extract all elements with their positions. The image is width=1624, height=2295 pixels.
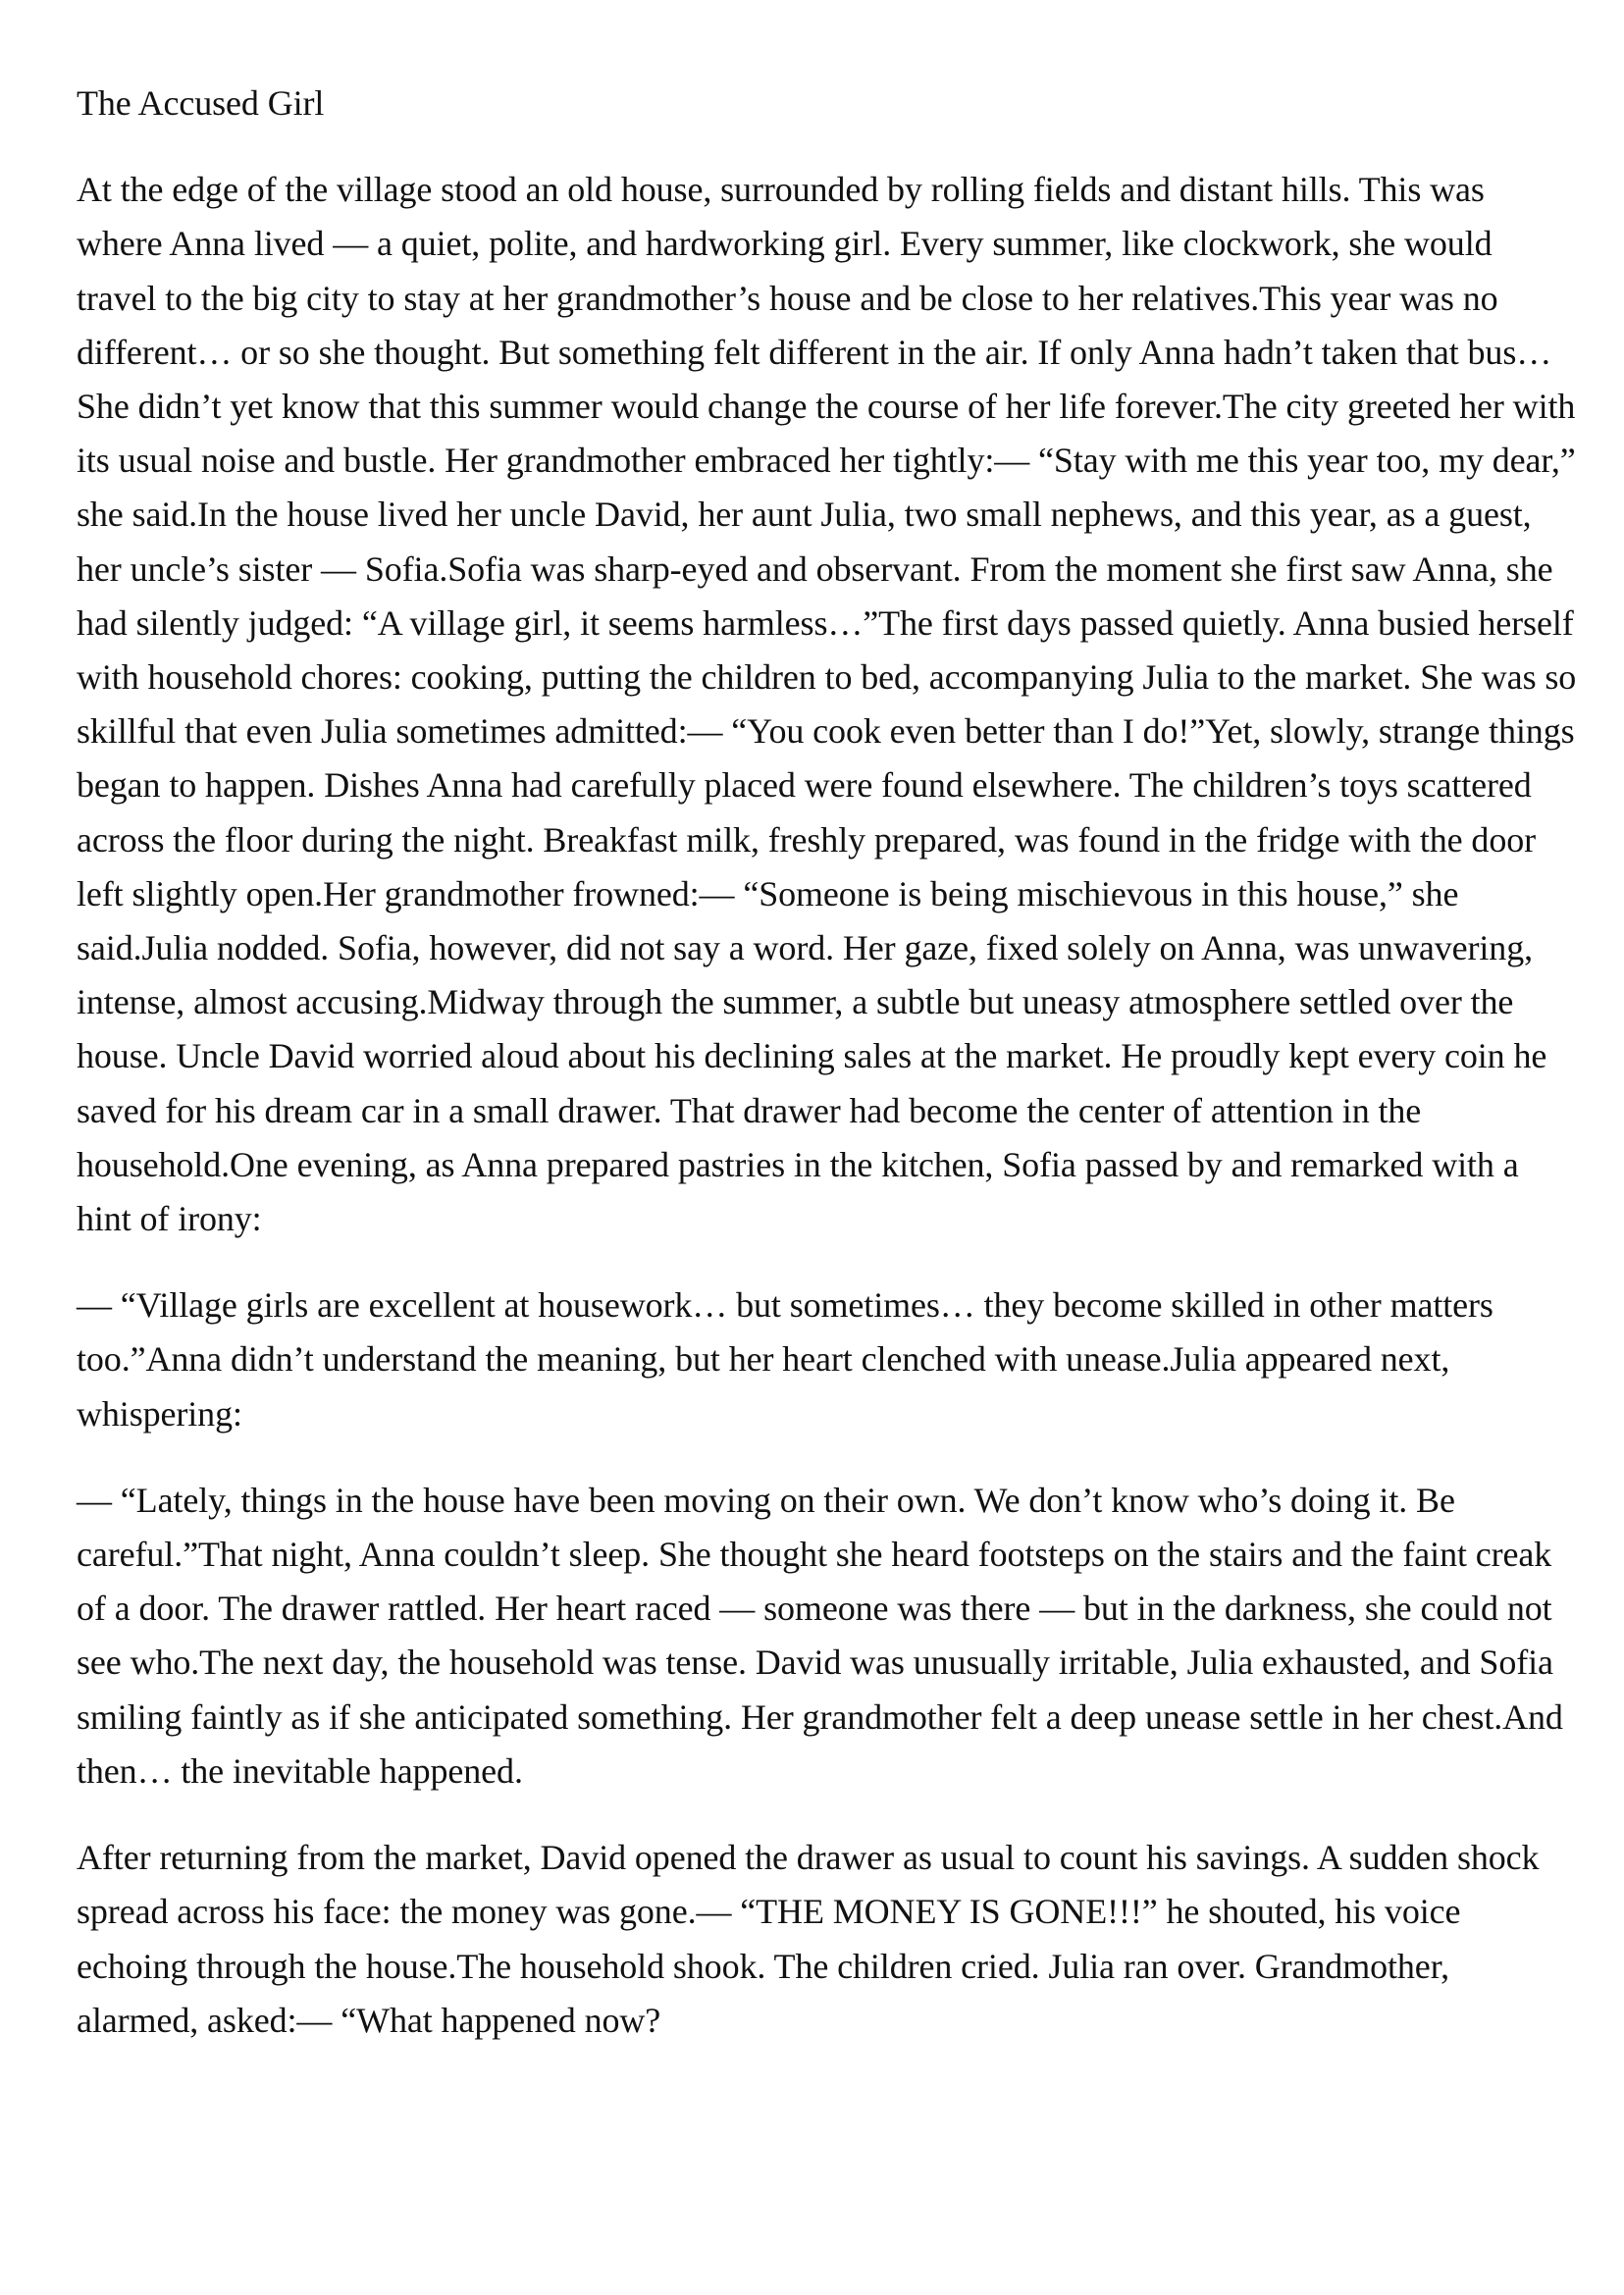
story-paragraph-2: — “Village girls are excellent at housework… but sometimes… they become skilled in other matters too.”Anna didn’t understand the meaning, but her heart clenched with unease.Julia appeared next, whispering: [77, 1285, 1493, 1434]
story-paragraph-3: — “Lately, things in the house have been moving on their own. We don’t know who’s doing it. Be careful.”That night, Anna couldn’t sleep. She thought she heard footsteps on the stairs and the faint creak of a door. The drawer rattled. Her heart raced — someone was there — but in the darkness, she could not see who.The next day, the household was tense. David was unusually irritable, Julia exhausted, and Sofia smiling faintly as if she anticipated something. Her grandmother felt a deep unease settle in her chest.And then… the inevitable happened. [77, 1480, 1563, 1791]
document-page [77, 77, 1578, 2048]
document-title: The Accused Girl [77, 83, 325, 123]
story-paragraph-4: After returning from the market, David opened the drawer as usual to count his savings. A sudden shock spread across his face: the money was gone.— “THE MONEY IS GONE!!!” he shouted, his voice echoing through the house.The household shook. The children cried. Julia ran over. Grandmother, alarmed, asked:— “What happened now? [77, 1838, 1540, 2040]
story-paragraph-1: At the edge of the village stood an old house, surrounded by rolling fields and distant hills. This was where Anna lived — a quiet, polite, and hardworking girl. Every summer, like clockwork, she would travel to the big city to stay at her grandmother’s house and be close to her relatives.This year was no different… or so she thought. But something felt different in the air. If only Anna hadn’t taken that bus… She didn’t yet know that this summer would change the course of her life forever.The city greeted her with its usual noise and bustle. Her grandmother embraced her tightly:— “Stay with me this year too, my dear,” she said.In the house lived her uncle David, her aunt Julia, two small nephews, and this year, as a guest, her uncle’s sister — Sofia.Sofia was sharp-eyed and observant. From the moment she first saw Anna, she had silently judged: “A village girl, it seems harmless…”The first days passed quietly. Anna busied herself with household chores: cooking, putting the children to bed, accompanying Julia to the market. She was so skillful that even Julia sometimes admitted:— “You cook even better than I do!”Yet, slowly, strange things began to happen. Dishes Anna had carefully placed were found elsewhere. The children’s toys scattered across the floor during the night. Breakfast milk, freshly prepared, was found in the fridge with the door left slightly open.Her grandmother frowned:— “Someone is being mischievous in this house,” she said.Julia nodded. Sofia, however, did not say a word. Her gaze, fixed solely on Anna, was unwavering, intense, almost accusing.Midway through the summer, a subtle but uneasy atmosphere settled over the house. Uncle David worried aloud about his declining sales at the market. He proudly kept every coin he saved for his dream car in a small drawer. That drawer had become the center of attention in the household.One evening, as Anna prepared pastries in the kitchen, Sofia passed by and remarked with a hint of irony: [77, 170, 1577, 1239]
